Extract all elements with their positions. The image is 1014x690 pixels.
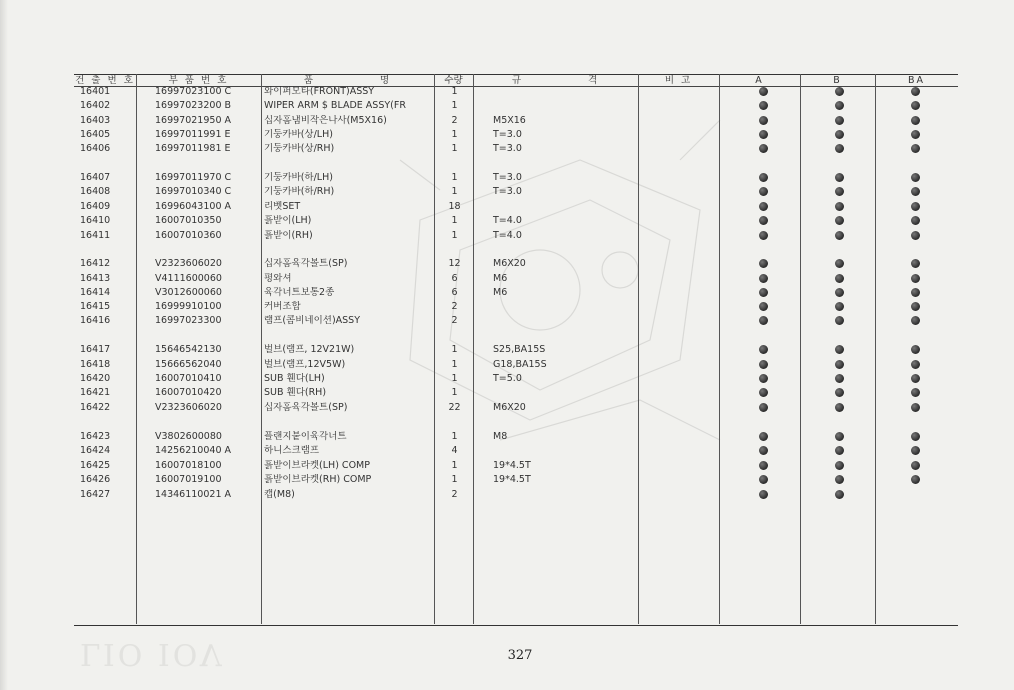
fitment-b-dot [835,461,844,470]
part-number-cell: V2323606020 [155,402,222,413]
fitment-ba-dot [911,173,920,182]
fitment-a-dot [759,288,768,297]
part-name-cell: 캡(M8) [264,489,295,500]
quantity-cell: 1 [451,373,458,384]
item-number-cell: 16405 [80,129,111,140]
column-divider [800,74,801,624]
fitment-a-dot [759,144,768,153]
fitment-a-dot [759,388,768,397]
part-name-cell: SUB 휀다(LH) [264,373,325,384]
quantity-cell: 18 [448,201,461,212]
part-number-cell: 16997011991 E [155,129,231,140]
fitment-ba-dot [911,316,920,325]
fitment-ba-dot [911,446,920,455]
spec-cell: 19*4.5T [493,460,531,471]
fitment-b-dot [835,116,844,125]
part-number-cell: 15666562040 [155,359,222,370]
fitment-a-dot [759,274,768,283]
item-number-cell: 16410 [80,215,111,226]
fitment-b-dot [835,187,844,196]
quantity-cell: 1 [451,359,458,370]
item-number-cell: 16422 [80,402,111,413]
column-divider [261,74,262,624]
header-col-ba: BA [907,75,926,86]
spec-cell: M6 [493,287,508,298]
part-name-cell: 플랜지붙이육각너트 [264,431,347,442]
fitment-a-dot [759,403,768,412]
item-number-cell: 16408 [80,186,111,197]
header-qty: 수량 [444,75,463,86]
fitment-b-dot [835,302,844,311]
header-col-b: B [833,75,842,86]
fitment-a-dot [759,475,768,484]
item-number-cell: 16416 [80,315,111,326]
part-number-cell: 16997021950 A [155,115,232,126]
part-name-cell: 와이퍼모타(FRONT)ASSY [264,86,375,97]
fitment-ba-dot [911,216,920,225]
column-divider [875,74,876,624]
part-name-cell: 흙받이브라켓(RH) COMP [264,474,372,485]
part-number-cell: V4111600060 [155,273,222,284]
part-number-cell: V3012600060 [155,287,222,298]
quantity-cell: 1 [451,186,458,197]
quantity-cell: 2 [451,115,458,126]
fitment-b-dot [835,388,844,397]
part-name-cell: 기둥카바(상/RH) [264,143,335,154]
fitment-ba-dot [911,101,920,110]
part-name-cell: 하니스크램프 [264,445,320,456]
quantity-cell: 1 [451,86,458,97]
fitment-a-dot [759,202,768,211]
fitment-ba-dot [911,202,920,211]
column-divider [638,74,639,624]
fitment-ba-dot [911,144,920,153]
fitment-ba-dot [911,374,920,383]
spec-cell: M5X16 [493,115,526,126]
item-number-cell: 16401 [80,86,111,97]
fitment-a-dot [759,87,768,96]
fitment-b-dot [835,360,844,369]
spec-cell: 19*4.5T [493,474,531,485]
fitment-b-dot [835,345,844,354]
part-name-cell: 평와셔 [264,273,292,284]
header-part-no: 부 품 번 호 [168,75,229,86]
fitment-b-dot [835,87,844,96]
fitment-a-dot [759,360,768,369]
fitment-b-dot [835,130,844,139]
header-item-no: 건 출 번 호 [75,75,135,86]
item-number-cell: 16412 [80,258,111,269]
fitment-ba-dot [911,187,920,196]
part-number-cell: 16007010360 [155,230,222,241]
part-number-cell: 16007018100 [155,460,222,471]
header-spec: 규 격 [511,75,600,86]
item-number-cell: 16413 [80,273,111,284]
part-number-cell: 16997011970 C [155,172,232,183]
fitment-ba-dot [911,130,920,139]
fitment-a-dot [759,116,768,125]
quantity-cell: 1 [451,460,458,471]
item-number-cell: 16417 [80,344,111,355]
page-edge-shadow [0,0,8,690]
item-number-cell: 16420 [80,373,111,384]
fitment-ba-dot [911,345,920,354]
quantity-cell: 2 [451,315,458,326]
header-col-a: A [755,75,764,86]
fitment-a-dot [759,446,768,455]
fitment-a-dot [759,316,768,325]
fitment-ba-dot [911,475,920,484]
quantity-cell: 1 [451,143,458,154]
part-number-cell: V3802600080 [155,431,222,442]
column-divider [719,74,720,624]
part-number-cell: 14346110021 A [155,489,232,500]
spec-cell: T=3.0 [493,172,522,183]
quantity-cell: 1 [451,172,458,183]
quantity-cell: 2 [451,301,458,312]
fitment-b-dot [835,274,844,283]
fitment-b-dot [835,173,844,182]
part-number-cell: 16997011981 E [155,143,231,154]
fitment-b-dot [835,403,844,412]
spec-cell: G18,BA15S [493,359,547,370]
fitment-b-dot [835,202,844,211]
part-name-cell: 기둥카바(하/LH) [264,172,333,183]
fitment-a-dot [759,490,768,499]
fitment-ba-dot [911,259,920,268]
spec-cell: S25,BA15S [493,344,546,355]
column-divider [136,74,137,624]
fitment-a-dot [759,231,768,240]
fitment-a-dot [759,187,768,196]
spec-cell: T=3.0 [493,129,522,140]
spec-cell: T=4.0 [493,215,522,226]
quantity-cell: 1 [451,100,458,111]
fitment-b-dot [835,374,844,383]
part-name-cell: 벌브(램프, 12V21W) [264,344,355,355]
column-divider [473,74,474,624]
spec-cell: M8 [493,431,508,442]
item-number-cell: 16406 [80,143,111,154]
part-number-cell: 16007010350 [155,215,222,226]
spec-cell: M6 [493,273,508,284]
quantity-cell: 12 [448,258,461,269]
fitment-a-dot [759,302,768,311]
fitment-b-dot [835,259,844,268]
item-number-cell: 16403 [80,115,111,126]
part-name-cell: WIPER ARM $ BLADE ASSY(FR [264,100,406,111]
item-number-cell: 16425 [80,460,111,471]
part-name-cell: 십자홈육각볼트(SP) [264,402,348,413]
fitment-a-dot [759,374,768,383]
part-number-cell: 16999910100 [155,301,222,312]
item-number-cell: 16424 [80,445,111,456]
fitment-b-dot [835,101,844,110]
fitment-ba-dot [911,274,920,283]
item-number-cell: 16411 [80,230,111,241]
item-number-cell: 16421 [80,387,111,398]
fitment-b-dot [835,432,844,441]
quantity-cell: 2 [451,489,458,500]
fitment-a-dot [759,432,768,441]
item-number-cell: 16423 [80,431,111,442]
fitment-ba-dot [911,87,920,96]
header-description: 품 명 [303,75,392,86]
spec-cell: M6X20 [493,402,526,413]
fitment-b-dot [835,490,844,499]
fitment-ba-dot [911,388,920,397]
part-name-cell: 육각너트보통2종 [264,287,335,298]
spec-cell: T=3.0 [493,143,522,154]
quantity-cell: 1 [451,129,458,140]
part-name-cell: 벌브(램프,12V5W) [264,359,346,370]
part-number-cell: 16007010410 [155,373,222,384]
fitment-ba-dot [911,288,920,297]
part-number-cell: 14256210040 A [155,445,232,456]
fitment-a-dot [759,461,768,470]
fitment-b-dot [835,475,844,484]
quantity-cell: 6 [451,273,458,284]
quantity-cell: 1 [451,215,458,226]
quantity-cell: 6 [451,287,458,298]
part-number-cell: 16997023200 B [155,100,232,111]
spec-cell: T=5.0 [493,373,522,384]
fitment-a-dot [759,216,768,225]
quantity-cell: 1 [451,230,458,241]
quantity-cell: 1 [451,431,458,442]
item-number-cell: 16414 [80,287,111,298]
item-number-cell: 16426 [80,474,111,485]
part-number-cell: 16997023300 [155,315,222,326]
part-name-cell: 커버조합 [264,301,301,312]
quantity-cell: 22 [448,402,461,413]
part-name-cell: 기둥카바(하/RH) [264,186,335,197]
fitment-b-dot [835,446,844,455]
part-number-cell: 15646542130 [155,344,222,355]
quantity-cell: 1 [451,344,458,355]
item-number-cell: 16402 [80,100,111,111]
spec-cell: T=3.0 [493,186,522,197]
header-remarks: 비 고 [664,75,693,86]
part-name-cell: 십자홈육각볼트(SP) [264,258,348,269]
page-number: 327 [507,648,533,663]
item-number-cell: 16418 [80,359,111,370]
bleed-through-text: LIO IOV [80,636,225,671]
part-number-cell: 16007019100 [155,474,222,485]
fitment-ba-dot [911,360,920,369]
part-name-cell: 기둥카바(상/LH) [264,129,333,140]
part-name-cell: 램프(콤비네이션)ASSY [264,315,361,326]
fitment-b-dot [835,288,844,297]
part-name-cell: 십자홈냄비작은나사(M5X16) [264,115,387,126]
part-number-cell: 16997010340 C [155,186,232,197]
fitment-ba-dot [911,231,920,240]
item-number-cell: 16409 [80,201,111,212]
fitment-a-dot [759,345,768,354]
fitment-ba-dot [911,432,920,441]
quantity-cell: 4 [451,445,458,456]
item-number-cell: 16427 [80,489,111,500]
column-divider [434,74,435,624]
fitment-a-dot [759,101,768,110]
part-number-cell: V2323606020 [155,258,222,269]
part-name-cell: 흙받이(RH) [264,230,313,241]
part-number-cell: 16996043100 A [155,201,232,212]
fitment-ba-dot [911,461,920,470]
item-number-cell: 16415 [80,301,111,312]
spec-cell: M6X20 [493,258,526,269]
fitment-ba-dot [911,403,920,412]
fitment-ba-dot [911,302,920,311]
quantity-cell: 1 [451,387,458,398]
part-name-cell: SUB 휀다(RH) [264,387,327,398]
fitment-b-dot [835,231,844,240]
spec-cell: T=4.0 [493,230,522,241]
part-name-cell: 흙받이(LH) [264,215,312,226]
fitment-a-dot [759,130,768,139]
quantity-cell: 1 [451,474,458,485]
fitment-ba-dot [911,116,920,125]
fitment-a-dot [759,173,768,182]
part-number-cell: 16997023100 C [155,86,232,97]
fitment-a-dot [759,259,768,268]
item-number-cell: 16407 [80,172,111,183]
fitment-b-dot [835,216,844,225]
fitment-b-dot [835,316,844,325]
part-name-cell: 흙받이브라켓(LH) COMP [264,460,370,471]
fitment-b-dot [835,144,844,153]
part-number-cell: 16007010420 [155,387,222,398]
part-name-cell: 리벳SET [264,201,301,212]
